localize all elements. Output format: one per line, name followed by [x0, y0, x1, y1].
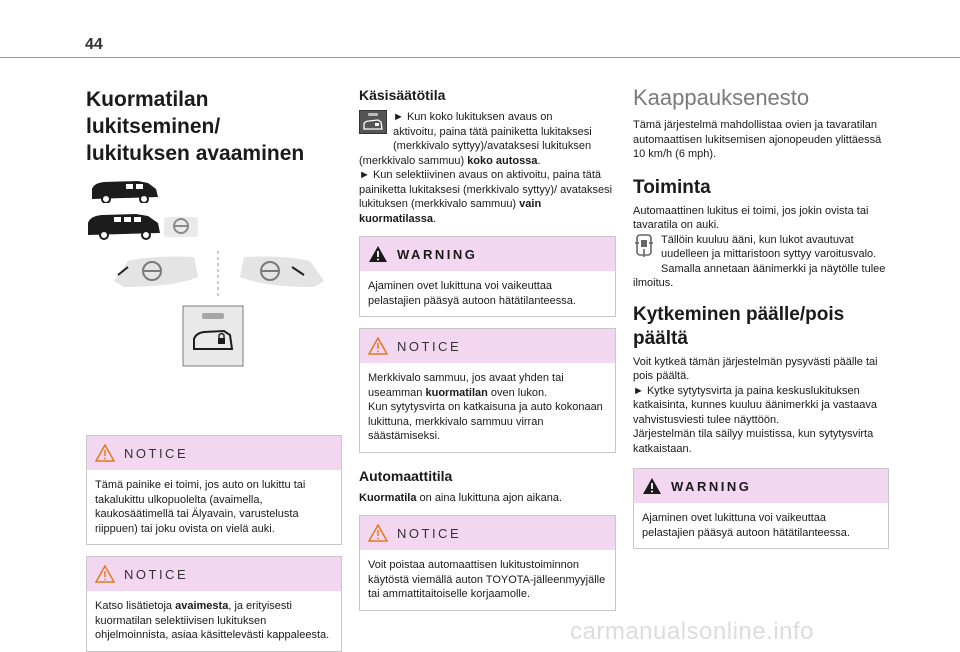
warning-header — [360, 237, 615, 271]
avaimesta-link: avaimesta — [175, 600, 229, 612]
notice-triangle-icon — [368, 524, 388, 542]
notice-triangle-icon — [95, 444, 115, 462]
kytkeminen-heading: Kytkeminen päälle/pois päältä — [633, 303, 845, 349]
notice-body: Tämä painike ei toimi, jos auto on lukittu tai takalukittu ulkopuolelta (avaimella, kaukosäätimellä tai Älyavain, varustelusta riippuen) tai joku ovista on vielä auki. — [95, 479, 306, 535]
warning-header — [634, 469, 888, 503]
warning-body: Ajaminen ovet lukittuna voi vaikeuttaa pelastajien pääsyä autoon hätätilanteessa. — [368, 280, 576, 307]
notice-box-1 — [86, 435, 342, 545]
notice-box — [359, 328, 616, 453]
notice-header — [360, 516, 615, 550]
section-title — [86, 86, 342, 167]
notice-body: Katso lisätietoja avaimesta, ja erityisesti kuormatilan selektiivisen lukituksen ohjelmoinnista, asiaa käsittelevästi kappaleesta. — [95, 600, 330, 641]
van-illustration-2 — [86, 211, 206, 241]
column-right — [633, 78, 889, 549]
section-title-line1: Kuormatilan lukitseminen/ — [86, 88, 221, 138]
intro-text: Tämä järjestelmä mahdollistaa ovien ja tavaratilan automaattisen lukitsemisen ajonopeuden ylittäessä 10 km/h (6 mph). — [633, 119, 882, 160]
toiminta-text-2-block — [633, 233, 889, 291]
notice-heading: NOTICE — [124, 445, 189, 461]
kytkeminen-text-3: Järjestelmän tila säilyy muistissa, kun sytytysvirta katkaistaan. — [633, 428, 874, 455]
toiminta-text-1: Automaattinen lukitus ei toimi, jos jokin ovista tai tavaratila on auki. — [633, 204, 869, 231]
paragraph-full-lock: ► Kun koko lukituksen avaus on aktivoitu, paina tätä painiketta lukitaksesi (merkkivalo syttyy)/avataksesi lukituksen (merkkivalo sammuu) koko autossa. — [359, 111, 592, 167]
warning-box — [359, 236, 616, 317]
toiminta-heading: Toiminta — [633, 176, 711, 198]
notice-body: Voit poistaa automaattisen lukitustoiminnon käytöstä viemällä auton TOYOTA-jälleenmyyjälle tai ammattitaitoiselle korjaamolle. — [368, 559, 606, 600]
column-left — [86, 78, 342, 652]
kytkeminen-text-2: ► Kytke sytytysvirta ja paina keskuslukituksen katkaisinta, kunnes kuuluu äänimerkki ja vastaava vahvistusviesti tulee näyttöön. — [633, 384, 877, 426]
cargo-lock-button-icon — [182, 305, 244, 367]
notice-heading: NOTICE — [397, 338, 462, 354]
warning-triangle-icon — [368, 245, 388, 263]
section-title: Kaappauksenesto — [633, 85, 810, 110]
warning-triangle-icon — [642, 477, 662, 495]
warning-body: Ajaminen ovet lukittuna voi vaikeuttaa pelastajien pääsyä autoon hätätilanteessa. — [642, 512, 850, 539]
notice-header — [87, 557, 341, 591]
notice-box-2 — [86, 556, 342, 652]
notice-box-2 — [359, 515, 616, 611]
header-rule — [0, 57, 960, 58]
notice-body: Merkkivalo sammuu, jos avaat yhden tai useamman kuormatilan oven lukon. Kun sytytysvirta on katkaisuna ja auto kokonaan lukittuna, merkkivalo sammuu virran säästämiseksi. — [368, 372, 603, 442]
column-middle — [359, 78, 616, 611]
door-open-warning-icon — [633, 233, 655, 264]
illustrations — [86, 175, 342, 375]
warning-heading: WARNING — [671, 478, 752, 494]
steering-dashboard-illustration — [114, 251, 324, 299]
notice-triangle-icon — [95, 565, 115, 583]
automatic-mode-heading: Automaattitila — [359, 467, 453, 484]
toiminta-text-2: Tällöin kuuluu ääni, kun lukot avautuvat uudelleen ja mittaristoon syttyy varoitusvalo. Samalla annetaan äänimerkki ja näytölle tulee ilmoitus. — [633, 233, 886, 289]
manual-mode-text — [359, 110, 616, 226]
page-number: 44 — [85, 36, 103, 53]
watermark: carmanualsonline.info — [570, 618, 814, 645]
van-illustration-1 — [90, 179, 160, 203]
notice-header — [87, 436, 341, 470]
notice-heading: NOTICE — [124, 566, 189, 582]
warning-box — [633, 468, 889, 549]
lock-button-icon — [359, 110, 387, 139]
warning-heading: WARNING — [397, 246, 478, 262]
paragraph-selective-lock: ► Kun selektiivinen avaus on aktivoitu, paina tätä painiketta lukitaksesi (merkkivalo syttyy)/ avataksesi lukituksen (merkkivalo sammuu) vain kuormatilassa. — [359, 169, 613, 225]
notice-header — [360, 329, 615, 363]
notice-heading: NOTICE — [397, 525, 462, 541]
kytkeminen-text-1: Voit kytkeä tämän järjestelmän pysyvästi päälle tai pois päältä. — [633, 355, 878, 382]
section-title-line2: lukituksen avaaminen — [86, 142, 305, 165]
notice-triangle-icon — [368, 337, 388, 355]
automatic-mode-text: Kuormatila on aina lukittuna ajon aikana. — [359, 491, 563, 504]
manual-mode-heading: Käsisäätötila — [359, 87, 446, 103]
